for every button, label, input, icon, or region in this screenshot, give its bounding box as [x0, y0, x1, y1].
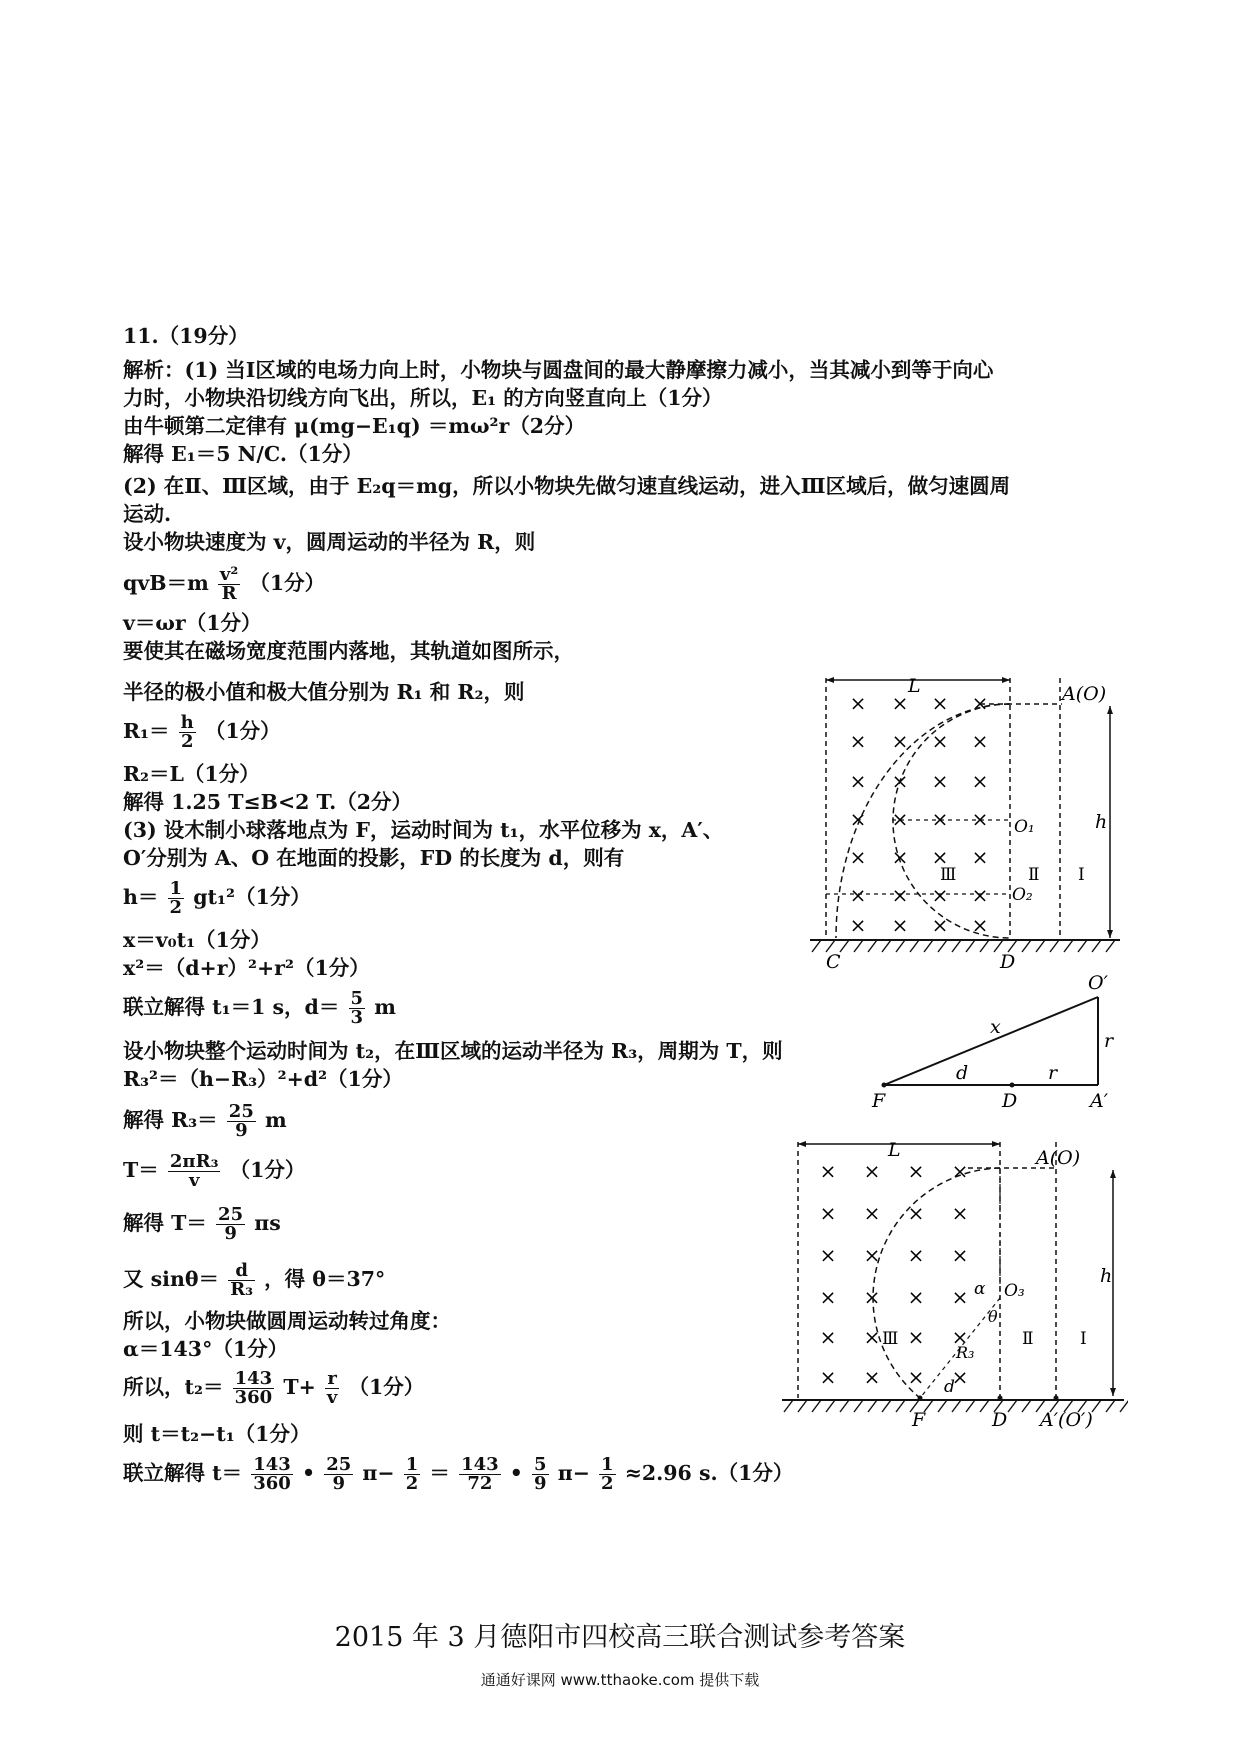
hatch-mark	[952, 940, 961, 952]
hatch-mark	[784, 1400, 793, 1412]
field-cross-mark: ×	[971, 769, 989, 793]
eq-text: m	[265, 1108, 287, 1132]
field-cross-mark: ×	[863, 1159, 881, 1183]
point-D	[998, 1396, 1003, 1401]
label-r-side: r	[1104, 1030, 1114, 1052]
field-cross-mark: ×	[907, 1325, 925, 1349]
hatch-mark	[882, 940, 891, 952]
field-cross-mark: ×	[891, 729, 909, 753]
hatch-mark	[1008, 1400, 1017, 1412]
field-cross-mark: ×	[907, 1159, 925, 1183]
fraction	[233, 1370, 275, 1407]
text-line: 力时，小物块沿切线方向飞出，所以，E₁ 的方向竖直向上（1分）	[123, 386, 723, 410]
hatch-mark	[924, 940, 933, 952]
eq-text: 解得 R₃＝	[123, 1108, 218, 1132]
field-cross-mark: ×	[891, 845, 909, 869]
fraction	[168, 1153, 221, 1190]
fraction	[404, 1456, 421, 1493]
eq-text: （1分）	[348, 1375, 425, 1399]
field-cross-mark: ×	[931, 845, 949, 869]
eq-text: T＝	[123, 1158, 159, 1182]
point-F	[882, 1083, 887, 1088]
field-cross-mark: ×	[951, 1365, 969, 1389]
numerator: 1	[169, 878, 183, 899]
numerator: 1	[601, 1454, 614, 1475]
field-cross-mark: ×	[891, 807, 909, 831]
hatch-mark	[840, 1400, 849, 1412]
label-A-O: A(O)	[1062, 683, 1107, 705]
text-line: 由牛顿第二定律有 μ(mg−E₁q) ＝mω²r（2分）	[123, 414, 586, 438]
arrowhead	[826, 677, 834, 683]
field-cross-mark: ×	[951, 1285, 969, 1309]
denominator: 2	[169, 897, 183, 918]
field-cross-mark: ×	[971, 729, 989, 753]
denominator: 9	[235, 1120, 248, 1141]
field-cross-mark: ×	[971, 807, 989, 831]
field-cross-mark: ×	[931, 729, 949, 753]
numerator: h	[180, 712, 194, 733]
label-A-prime-O-prime: A′(O′)	[1040, 1409, 1093, 1430]
field-cross-mark: ×	[819, 1159, 837, 1183]
label-theta: θ	[988, 1307, 998, 1326]
label-L: L	[888, 1139, 901, 1161]
field-cross-mark: ×	[849, 807, 867, 831]
equation-line	[123, 1103, 287, 1140]
eq-text: •	[509, 1461, 523, 1485]
denominator: 3	[350, 1007, 364, 1028]
text-line: 半径的极小值和极大值分别为 R₁ 和 R₂，则	[123, 680, 525, 704]
field-cross-mark: ×	[863, 1201, 881, 1225]
label-F: F	[872, 1090, 886, 1110]
field-cross-mark: ×	[849, 913, 867, 937]
denominator: 2	[601, 1473, 614, 1494]
text-line: 设小物块整个运动时间为 t₂，在Ⅲ区域的运动半径为 R₃，周期为 T，则	[123, 1039, 783, 1063]
hatch-mark	[1050, 940, 1059, 952]
field-cross-mark: ×	[951, 1325, 969, 1349]
text-line: 解得 1.25 T≤B<2 T.（2分）	[123, 790, 413, 814]
arrowhead	[1107, 930, 1113, 938]
label-D: D	[992, 1409, 1008, 1430]
text-line: 运动.	[123, 502, 172, 526]
field-cross-mark: ×	[907, 1243, 925, 1267]
eq-text: π−	[557, 1461, 590, 1485]
field-cross-mark: ×	[863, 1365, 881, 1389]
eq-text: ，得 θ＝37°	[264, 1267, 386, 1291]
hatch-mark	[840, 940, 849, 952]
numerator: 25	[228, 1101, 254, 1122]
label-O2: O₂	[1012, 885, 1033, 905]
field-cross-mark: ×	[907, 1201, 925, 1225]
label-x: x	[990, 1016, 1001, 1038]
field-cross-mark: ×	[849, 691, 867, 715]
text-line: v＝ωr（1分）	[123, 611, 262, 635]
hatch-mark	[1022, 940, 1031, 952]
field-cross-mark: ×	[863, 1243, 881, 1267]
label-region-I: Ⅰ	[1078, 865, 1085, 885]
label-region-II: Ⅱ	[1028, 865, 1040, 885]
field-crosses	[820, 1159, 969, 1389]
text-line: (3) 设木制小球落地点为 F，运动时间为 t₁，水平位移为 x，A′、	[123, 818, 724, 842]
label-D: D	[1000, 951, 1016, 973]
text-line: 解得 E₁＝5 N/C.（1分）	[123, 442, 363, 466]
field-cross-mark: ×	[863, 1325, 881, 1349]
label-O-prime: O′	[1088, 975, 1108, 994]
text-line: 设小物块速度为 v，圆周运动的半径为 R，则	[123, 530, 536, 554]
numerator: 2πR₃	[169, 1151, 219, 1172]
equation-line	[123, 566, 325, 603]
denominator: v	[188, 1170, 200, 1191]
label-region-III: Ⅲ	[940, 865, 957, 885]
text-line: R₃²＝（h−R₃）²+d²（1分）	[123, 1067, 403, 1091]
numerator: 5	[350, 988, 364, 1009]
text-line: 解析：(1) 当Ⅰ区域的电场力向上时，小物块与圆盘间的最大静摩擦力减小，当其减小到等于向心	[123, 358, 994, 382]
field-cross-mark: ×	[931, 913, 949, 937]
hatch-mark	[868, 1400, 877, 1412]
field-cross-mark: ×	[891, 691, 909, 715]
field-cross-mark: ×	[931, 691, 949, 715]
denominator: v	[326, 1387, 338, 1408]
eq-text: h＝	[123, 885, 159, 909]
label-F: F	[912, 1409, 926, 1430]
field-cross-mark: ×	[891, 913, 909, 937]
figure-magnetic-field-1	[800, 668, 1130, 973]
field-cross-mark: ×	[971, 883, 989, 907]
hatch-mark	[1036, 940, 1045, 952]
label-A-prime: A′	[1090, 1090, 1109, 1110]
trajectory-small	[893, 704, 1010, 938]
arrowhead	[1110, 1388, 1116, 1396]
eq-text: πs	[254, 1211, 281, 1235]
footer-title: 2015 年 3 月德阳市四校高三联合测试参考答案	[334, 1622, 906, 1653]
eq-text: 联立解得 t＝	[123, 1461, 243, 1485]
denominator: 2	[180, 731, 194, 752]
field-cross-mark: ×	[863, 1285, 881, 1309]
hatch-mark	[868, 940, 877, 952]
hatch-mark	[826, 1400, 835, 1412]
hatch-mark	[966, 940, 975, 952]
denominator: 9	[332, 1473, 346, 1494]
fraction	[349, 990, 366, 1027]
label-A-O: A(O)	[1036, 1147, 1081, 1169]
equation-line	[123, 714, 281, 751]
fraction	[228, 1262, 255, 1299]
eq-text: •	[301, 1461, 316, 1485]
arrowhead	[1002, 677, 1010, 683]
fraction	[168, 880, 185, 917]
text-line: α＝143°（1分）	[123, 1337, 289, 1361]
eq-text: 联立解得 t₁＝1 s，d＝	[123, 995, 340, 1019]
hatch-mark	[938, 940, 947, 952]
label-R3: R₃	[956, 1343, 975, 1362]
hatch-mark	[910, 940, 919, 952]
field-cross-mark: ×	[971, 845, 989, 869]
text-line: O′分别为 A、O 在地面的投影，FD 的长度为 d，则有	[123, 846, 625, 870]
field-cross-mark: ×	[891, 769, 909, 793]
fraction	[218, 566, 240, 603]
fraction	[216, 1206, 245, 1243]
problem-number: 11.（19分）	[123, 324, 249, 348]
fraction	[179, 714, 196, 751]
eq-text: （1分）	[204, 719, 281, 743]
label-region-II: Ⅱ	[1022, 1329, 1034, 1349]
text-line: x＝v₀t₁（1分）	[123, 928, 271, 952]
numerator: 5	[534, 1454, 547, 1475]
numerator: 1	[405, 1454, 419, 1475]
label-D: D	[1002, 1090, 1018, 1110]
eq-text: 解得 T＝	[123, 1211, 207, 1235]
equation-line	[123, 990, 396, 1027]
footer-download-note: 通通好课网 www.tthaoke.com 提供下载	[480, 1671, 760, 1689]
numerator: d	[228, 1262, 255, 1281]
field-cross-mark: ×	[951, 1201, 969, 1225]
eq-text: （1分）	[249, 571, 326, 595]
fraction	[251, 1456, 293, 1493]
hatch-mark	[980, 940, 989, 952]
field-cross-mark: ×	[819, 1201, 837, 1225]
fraction	[532, 1456, 549, 1493]
denominator: 360	[253, 1473, 291, 1494]
field-cross-mark: ×	[819, 1243, 837, 1267]
hatch-mark	[854, 1400, 863, 1412]
text-line: 要使其在磁场宽度范围内落地，其轨道如图所示，	[123, 639, 574, 663]
label-d: d	[956, 1062, 969, 1084]
denominator: R₃	[230, 1279, 254, 1300]
label-C: C	[826, 951, 841, 973]
hatch-mark	[924, 1400, 933, 1412]
arrowhead	[798, 1141, 806, 1147]
field-cross-mark: ×	[931, 807, 949, 831]
point-A-prime	[1054, 1396, 1059, 1401]
equation-line	[123, 1153, 305, 1190]
denominator: 9	[534, 1473, 547, 1494]
numerator: 143	[253, 1454, 291, 1475]
hatch-mark	[1092, 1400, 1101, 1412]
eq-text: gt₁²（1分）	[193, 885, 311, 909]
label-alpha: α	[974, 1279, 986, 1299]
field-cross-mark: ×	[849, 729, 867, 753]
equation-line	[123, 1370, 424, 1407]
label-h: h	[1100, 1265, 1113, 1287]
fraction	[325, 1370, 339, 1407]
field-cross-mark: ×	[849, 883, 867, 907]
equation-line	[123, 1262, 385, 1299]
hatch-mark	[966, 1400, 975, 1412]
hatch-mark	[1120, 1400, 1128, 1412]
ground-hatching	[812, 940, 1115, 952]
denominator: 9	[224, 1223, 237, 1244]
hatch-mark	[798, 1400, 807, 1412]
arrowhead	[1110, 1170, 1116, 1178]
eq-text: π−	[362, 1461, 395, 1485]
equation-line	[123, 880, 311, 917]
text-line: 则 t＝t₂−t₁（1分）	[123, 1422, 311, 1446]
figure-magnetic-field-2	[778, 1130, 1128, 1430]
field-cross-mark: ×	[849, 769, 867, 793]
hatch-mark	[812, 1400, 821, 1412]
hatch-mark	[1064, 940, 1073, 952]
numerator: v²	[219, 564, 239, 585]
point-F	[918, 1396, 923, 1401]
field-cross-mark: ×	[907, 1285, 925, 1309]
field-cross-mark: ×	[931, 883, 949, 907]
hatch-mark	[938, 1400, 947, 1412]
label-O3: O₃	[1004, 1281, 1025, 1301]
hatch-mark	[812, 940, 821, 952]
numerator: 143	[234, 1368, 273, 1389]
text-line: x²＝（d+r）²+r²（1分）	[123, 956, 370, 980]
label-L: L	[908, 675, 921, 697]
hatch-mark	[882, 1400, 891, 1412]
label-region-I: Ⅰ	[1080, 1329, 1087, 1349]
hatch-mark	[1022, 1400, 1031, 1412]
eq-text: R₁＝	[123, 719, 170, 743]
text-line: R₂＝L（1分）	[123, 762, 260, 786]
denominator: 72	[467, 1473, 493, 1494]
numerator: 25	[326, 1454, 352, 1475]
numerator: 25	[218, 1204, 244, 1225]
hatch-mark	[1106, 940, 1115, 952]
hatch-mark	[1106, 1400, 1115, 1412]
eq-text: qvB＝m	[123, 571, 209, 595]
label-d: d	[944, 1377, 955, 1397]
hatch-mark	[854, 940, 863, 952]
hatch-mark	[952, 1400, 961, 1412]
point-D	[1010, 1083, 1015, 1088]
eq-text: （1分）	[229, 1158, 306, 1182]
label-r-base: r	[1048, 1062, 1058, 1084]
fraction	[227, 1103, 256, 1140]
eq-text: 又 sinθ＝	[123, 1267, 220, 1291]
label-O1: O₁	[1014, 817, 1035, 837]
field-crosses	[850, 691, 989, 937]
hatch-mark	[1092, 940, 1101, 952]
numerator: r	[325, 1370, 339, 1389]
denominator: 360	[234, 1387, 273, 1408]
field-cross-mark: ×	[971, 913, 989, 937]
triangle-hypotenuse	[884, 997, 1098, 1085]
field-cross-mark: ×	[849, 845, 867, 869]
field-cross-mark: ×	[819, 1325, 837, 1349]
label-h: h	[1095, 811, 1108, 833]
fraction	[459, 1456, 501, 1493]
text-line: 所以，小物块做圆周运动转过角度：	[123, 1309, 451, 1333]
eq-text: ≈2.96 s.（1分）	[624, 1461, 794, 1485]
field-cross-mark: ×	[891, 883, 909, 907]
eq-text: 所以，t₂＝	[123, 1375, 224, 1399]
field-cross-mark: ×	[951, 1243, 969, 1267]
field-cross-mark: ×	[951, 1159, 969, 1183]
field-cross-mark: ×	[931, 769, 949, 793]
label-region-III: Ⅲ	[882, 1329, 899, 1349]
arrowhead	[992, 1141, 1000, 1147]
equation-line	[123, 1456, 793, 1493]
figure-triangle	[860, 975, 1120, 1110]
equation-line	[123, 1206, 281, 1243]
denominator: 2	[405, 1473, 419, 1494]
fraction	[324, 1456, 353, 1493]
eq-text: m	[374, 995, 396, 1019]
fraction	[599, 1456, 616, 1493]
eq-text: T+	[283, 1375, 316, 1399]
field-cross-mark: ×	[907, 1365, 925, 1389]
numerator: 143	[461, 1454, 499, 1475]
hatch-mark	[896, 940, 905, 952]
arrowhead	[1107, 706, 1113, 714]
hatch-mark	[980, 1400, 989, 1412]
text-line: (2) 在Ⅱ、Ⅲ区域，由于 E₂q＝mg，所以小物块先做匀速直线运动，进入Ⅲ区域后，做匀速圆周	[123, 474, 1011, 498]
hatch-mark	[896, 1400, 905, 1412]
eq-text: ＝	[429, 1461, 450, 1485]
field-cross-mark: ×	[971, 691, 989, 715]
denominator: R	[221, 583, 237, 604]
hatch-mark	[1078, 940, 1087, 952]
field-cross-mark: ×	[819, 1365, 837, 1389]
field-cross-mark: ×	[819, 1285, 837, 1309]
